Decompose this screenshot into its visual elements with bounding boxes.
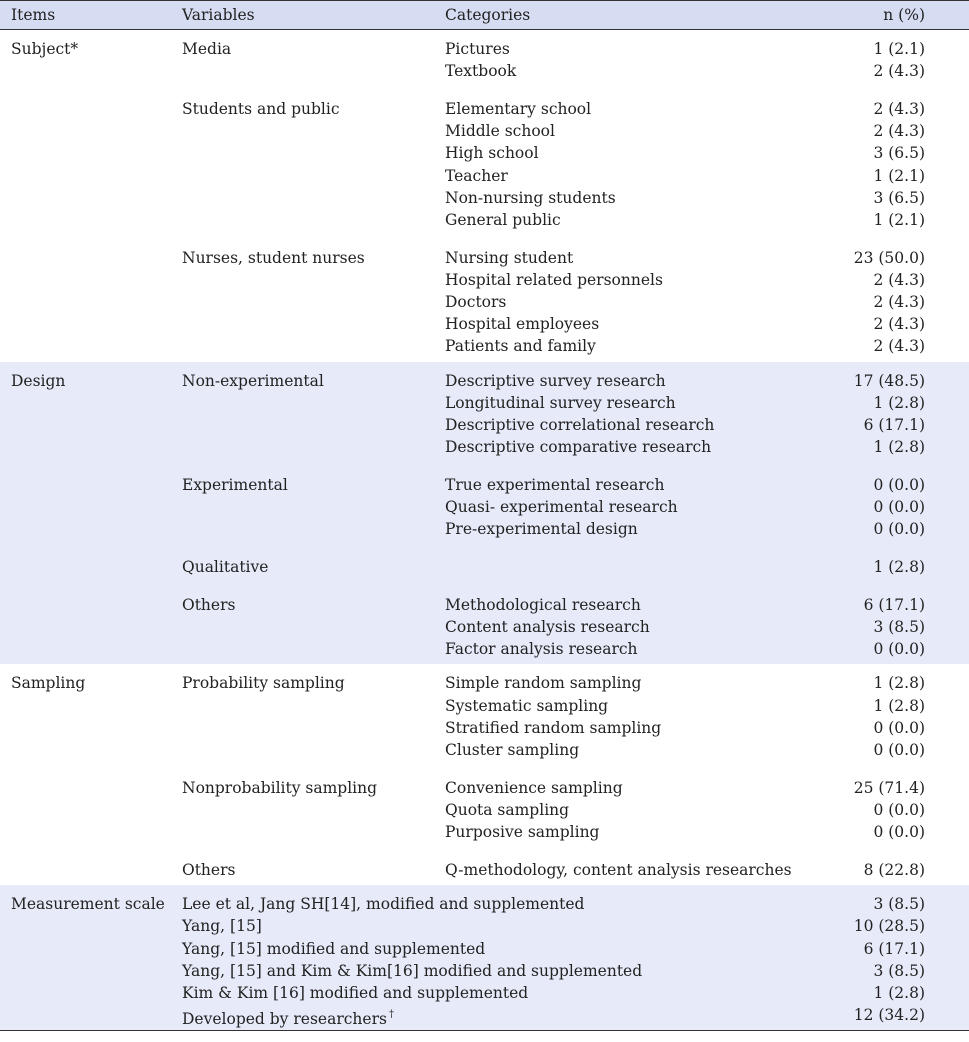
n-percent-cell: 3 (8.5) [873, 895, 925, 914]
n-percent-cell: 6 (17.1) [863, 939, 925, 958]
table-row [0, 291, 969, 313]
table-row [0, 247, 969, 269]
category-cell: Nursing student [445, 248, 574, 267]
table-row [0, 893, 969, 915]
n-percent-cell: 3 (8.5) [873, 618, 925, 637]
n-percent-cell: 0 (0.0) [873, 520, 925, 539]
scale-source-cell [182, 938, 485, 960]
category-cell: Simple random sampling [445, 674, 642, 693]
table-row [0, 739, 969, 761]
n-percent-cell: 0 (0.0) [873, 801, 925, 819]
variable-label: Probability sampling [182, 674, 345, 693]
table-row [0, 717, 969, 739]
category-cell: Patients and family [445, 337, 596, 356]
category-cell: Descriptive comparative research [445, 438, 712, 457]
table-bottom-rule [0, 1030, 969, 1031]
table-row [0, 638, 969, 660]
category-cell: True experimental research [445, 475, 665, 494]
variable-label: Media [182, 40, 232, 58]
n-percent-cell: 0 (0.0) [873, 718, 925, 737]
scale-source-cell [182, 893, 584, 915]
variable-group [0, 672, 969, 761]
table-row [0, 60, 969, 82]
category-cell: Hospital related personnels [445, 270, 663, 289]
table-row [0, 938, 969, 960]
variable-group [0, 38, 969, 82]
table-row [0, 38, 969, 60]
category-cell: Descriptive survey research [445, 371, 666, 390]
table-row [0, 915, 969, 937]
table-row [0, 370, 969, 392]
n-percent-cell: 1 (2.1) [873, 166, 925, 185]
n-percent-cell: 0 (0.0) [873, 640, 925, 659]
variable-label: Non-experimental [182, 371, 324, 390]
category-cell: Content analysis research [445, 618, 650, 637]
n-percent-cell: 8 (22.8) [863, 860, 925, 879]
table-row [0, 821, 969, 843]
category-cell: Elementary school [445, 99, 592, 118]
n-percent-cell: 12 (34.2) [853, 1006, 925, 1025]
table-row [0, 269, 969, 291]
scale-source-text: Developed by researchers [182, 1010, 387, 1029]
n-percent-cell: 3 (6.5) [873, 144, 925, 163]
category-cell: Purposive sampling [445, 823, 600, 842]
table-row [0, 209, 969, 231]
item-label: Sampling [11, 674, 86, 693]
variable-group [0, 247, 969, 358]
n-percent-cell: 25 (71.4) [853, 778, 925, 797]
category-cell: Non-nursing students [445, 188, 616, 207]
category-cell: Textbook [445, 62, 517, 81]
table-row [0, 392, 969, 414]
n-percent-cell: 1 (2.8) [873, 438, 925, 457]
n-percent-cell: 1 (2.8) [873, 983, 925, 1002]
category-cell: Systematic sampling [445, 696, 609, 715]
scale-source-cell [182, 960, 642, 982]
n-percent-cell: 1 (2.8) [873, 558, 925, 577]
table-row [0, 695, 969, 717]
n-percent-cell: 1 (2.1) [873, 40, 925, 58]
variable-group [0, 859, 969, 881]
table-row [0, 165, 969, 187]
n-percent-cell: 0 (0.0) [873, 741, 925, 760]
scale-source-cell [182, 1004, 394, 1030]
section-subject [0, 30, 969, 362]
scale-source-text: Yang, [15] modified and supplemented [182, 939, 486, 958]
table-row [0, 474, 969, 496]
category-cell: Teacher [445, 166, 508, 185]
table-row [0, 672, 969, 694]
category-cell: High school [445, 144, 539, 163]
category-cell: Hospital employees [445, 315, 600, 334]
n-percent-cell: 23 (50.0) [853, 248, 925, 267]
table-row [0, 335, 969, 357]
table-row [0, 1004, 969, 1029]
category-cell: Convenience sampling [445, 778, 623, 797]
n-percent-cell: 17 (48.5) [853, 371, 925, 390]
table-row [0, 982, 969, 1004]
category-cell: Doctors [445, 293, 507, 312]
category-cell: Quota sampling [445, 801, 570, 819]
table-row [0, 799, 969, 821]
section-design [0, 362, 969, 665]
category-cell: General public [445, 210, 561, 229]
n-percent-cell: 3 (8.5) [873, 961, 925, 980]
n-percent-cell: 10 (28.5) [853, 917, 925, 936]
table-row [0, 187, 969, 209]
header-items: Items [11, 6, 56, 24]
table-row [0, 594, 969, 616]
variable-label: Nonprobability sampling [182, 778, 378, 797]
table-row [0, 777, 969, 799]
dagger-footnote-mark: † [388, 1009, 394, 1021]
n-percent-cell: 1 (2.8) [873, 674, 925, 693]
variable-group [0, 474, 969, 541]
item-label: Subject* [11, 40, 79, 58]
variable-group [0, 98, 969, 231]
variable-group [0, 777, 969, 844]
table-header [0, 0, 969, 30]
category-cell: Pictures [445, 40, 510, 58]
item-label: Design [11, 371, 66, 390]
scale-source-text: Yang, [15] [182, 917, 262, 936]
n-percent-cell: 2 (4.3) [873, 270, 925, 289]
n-percent-cell: 3 (6.5) [873, 188, 925, 207]
variable-group [0, 370, 969, 459]
scale-source-text: Yang, [15] and Kim & Kim[16] modified and supplemented [182, 961, 643, 980]
category-cell: Factor analysis research [445, 640, 638, 659]
category-cell: Descriptive correlational research [445, 416, 715, 434]
section-measurement-scale [0, 885, 969, 1030]
scale-source-text: Kim & Kim [16] modified and supplemented [182, 983, 529, 1002]
category-cell: Q-methodology, content analysis researches [445, 860, 792, 879]
scale-source-cell [182, 982, 528, 1004]
table-row [0, 414, 969, 436]
variable-group [0, 594, 969, 661]
table-row [0, 616, 969, 638]
category-cell: Cluster sampling [445, 741, 580, 760]
n-percent-cell: 0 (0.0) [873, 823, 925, 842]
variable-label: Others [182, 860, 236, 879]
table-row [0, 313, 969, 335]
section-sampling [0, 664, 969, 885]
scale-source-text: Lee et al, Jang SH[14], modified and supplemented [182, 895, 585, 914]
variable-label: Experimental [182, 475, 288, 494]
n-percent-cell: 2 (4.3) [873, 99, 925, 118]
category-cell: Middle school [445, 122, 555, 141]
variable-label: Others [182, 595, 236, 614]
category-cell: Quasi- experimental research [445, 498, 678, 517]
category-cell: Methodological research [445, 595, 641, 614]
table-row [0, 436, 969, 458]
item-label: Measurement scale [11, 895, 165, 914]
category-cell: Pre-experimental design [445, 520, 638, 539]
n-percent-cell: 2 (4.3) [873, 122, 925, 141]
n-percent-cell: 2 (4.3) [873, 315, 925, 334]
header-n-percent: n (%) [883, 6, 925, 24]
table-row [0, 98, 969, 120]
table-row [0, 518, 969, 540]
scale-source-cell [182, 915, 262, 937]
variable-label: Nurses, student nurses [182, 248, 365, 267]
n-percent-cell: 0 (0.0) [873, 498, 925, 517]
table-row [0, 960, 969, 982]
variable-label: Students and public [182, 99, 340, 118]
table-row [0, 496, 969, 518]
header-categories: Categories [445, 6, 531, 24]
table-row [0, 142, 969, 164]
n-percent-cell: 2 (4.3) [873, 62, 925, 81]
table-row [0, 859, 969, 881]
n-percent-cell: 2 (4.3) [873, 337, 925, 356]
n-percent-cell: 1 (2.1) [873, 210, 925, 229]
n-percent-cell: 1 (2.8) [873, 393, 925, 412]
n-percent-cell: 0 (0.0) [873, 475, 925, 494]
category-cell: Stratified random sampling [445, 718, 662, 737]
variable-label: Qualitative [182, 558, 269, 577]
table-row [0, 556, 969, 578]
table-body [0, 30, 969, 1030]
variable-group [0, 556, 969, 578]
n-percent-cell: 1 (2.8) [873, 696, 925, 715]
n-percent-cell: 2 (4.3) [873, 293, 925, 312]
n-percent-cell: 6 (17.1) [863, 595, 925, 614]
table-row [0, 120, 969, 142]
category-cell: Longitudinal survey research [445, 393, 676, 412]
n-percent-cell: 6 (17.1) [863, 416, 925, 434]
header-variables: Variables [182, 6, 255, 24]
